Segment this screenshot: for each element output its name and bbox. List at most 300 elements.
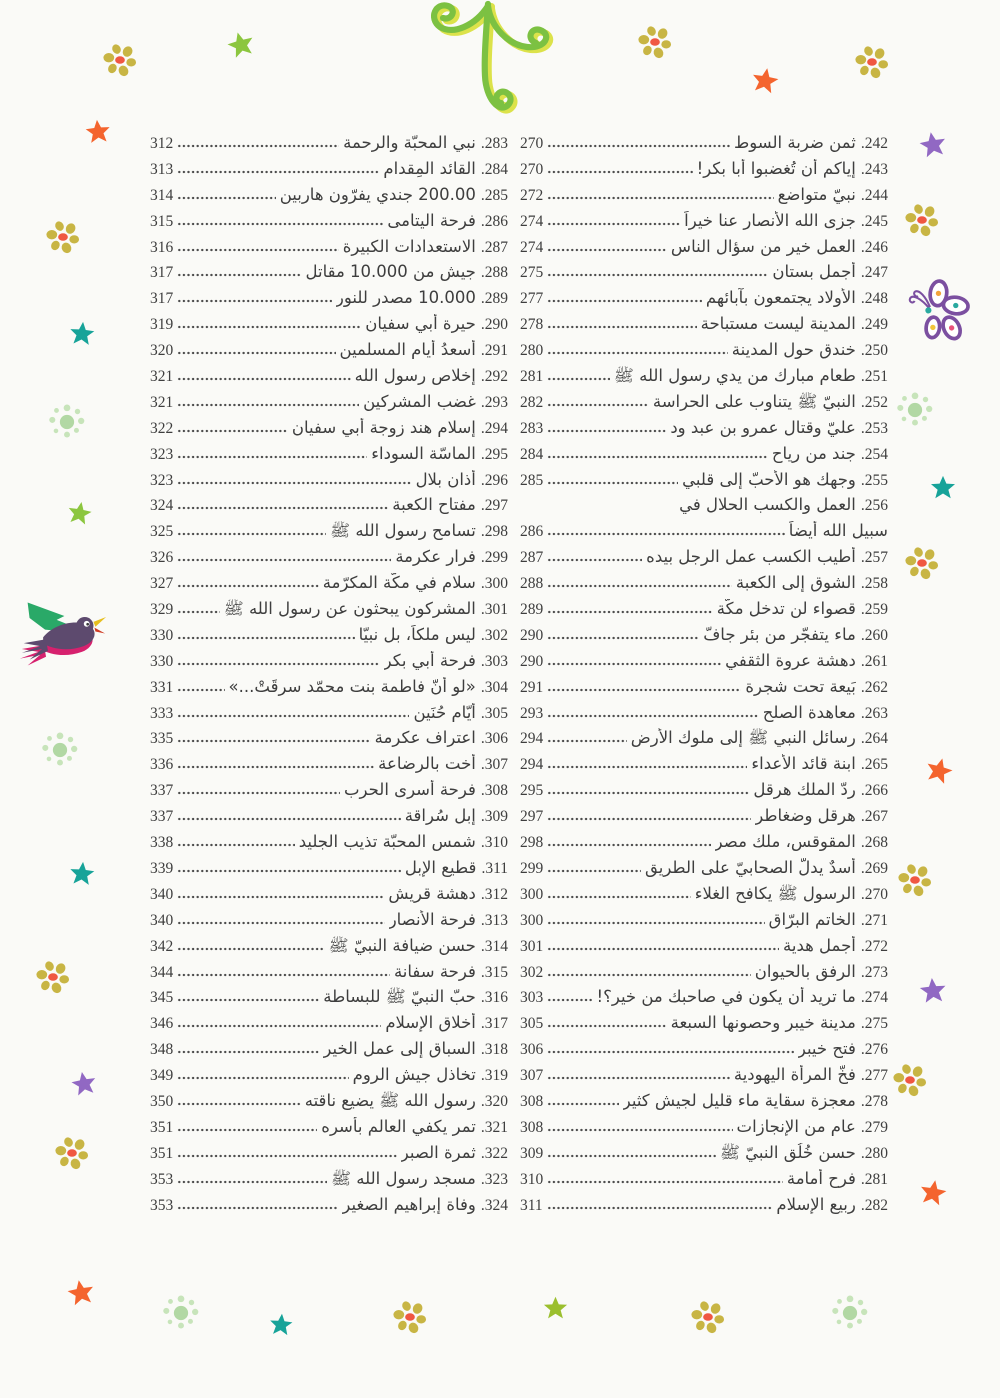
toc-entry [150,314,508,340]
toc-entry-title: وفاة إبراهيم الصغير [342,1194,476,1214]
flower-icon [853,43,891,81]
flower-icon [39,729,81,771]
toc-entry-title: أسعدُ أيام المسلمين [339,340,476,360]
toc-entry-page: 321 [150,368,174,386]
toc-entry-title: حسن ضيافة النبيّ ﷺ [328,935,476,955]
dot-leader [177,522,326,536]
toc-entry [520,884,888,910]
dot-leader [177,678,224,692]
toc-entry-title: جند من رياح [771,443,856,463]
dot-leader [547,315,696,329]
toc-entry [150,936,508,962]
toc-entry-page: 270 [520,135,544,152]
toc-entry [150,1013,508,1039]
toc-entry-number: 292. [480,368,508,386]
toc-entry-title: فرحة الأنصار [388,909,476,929]
toc-entry-title: فتح خيبر [797,1039,856,1059]
toc-entry-number: 247. [860,264,888,282]
toc-entry-number: 267. [860,808,888,826]
toc-entry-number: 318. [480,1041,508,1059]
dot-leader [177,1014,381,1028]
toc-entry [150,495,508,521]
toc-entry-title: أسدٌ يدلّ الصحابيّ على الطريق [644,857,856,877]
toc-entry [520,444,888,470]
toc-entry-page: 272 [520,186,544,204]
toc-entry-title: طعام مبارك من يدي رسول الله ﷺ [613,366,856,386]
dot-leader [177,652,379,666]
toc-entry-number: 274. [860,989,888,1007]
toc-entry-number: 319. [480,1067,508,1085]
toc-entry-title: قصواء لن تدخل مكّة [716,599,856,619]
toc-entry [150,288,508,314]
toc-entry-number: 251. [860,368,888,386]
toc-entry-page: 274 [520,238,544,256]
star-icon [268,1312,294,1338]
toc-entry-page: 342 [150,937,174,955]
dot-leader [547,807,751,821]
toc-entry [150,470,508,496]
toc-entry [520,806,888,832]
toc-entry-number: 293. [480,393,508,411]
toc-entry-title: نبيّ متواضع [777,184,856,204]
toc-column-right [520,133,888,1220]
toc-entry-title: إبل سُراقة [404,806,476,826]
dot-leader [547,1014,666,1028]
toc-entry-title: القائد المِقدام [383,158,476,178]
toc-entry-title: ثمن ضربة السوط [734,133,856,152]
toc-entry-page: 299 [520,859,544,877]
toc-entry-title: الخاتم البرّاق [768,909,856,929]
toc-entry [520,159,888,185]
toc-entry-number: 299. [480,549,508,567]
toc-entry-page: 317 [150,290,174,308]
dot-leader [547,911,764,925]
toc-entry-number: 279. [860,1118,888,1136]
toc-entry-number: 244. [860,186,888,204]
toc-entry [520,1065,888,1091]
toc-entry [520,1039,888,1065]
toc-entry-title: سلام في مكّة المكرّمة [322,573,476,593]
toc-entry-page: 300 [520,885,544,903]
toc-entry-title: أجمل بستان [772,262,856,282]
toc-entry [520,1169,888,1195]
toc-entry-number: 320. [480,1092,508,1110]
toc-entry-page: 337 [150,808,174,826]
toc-entry-title: حسن خُلُق النبيّ ﷺ [719,1142,856,1162]
toc-entry-number: 263. [860,704,888,722]
dot-leader [547,471,678,485]
dot-leader [547,755,747,769]
toc-entry-number: 273. [860,963,888,981]
toc-entry-number: 311. [481,859,508,877]
dot-leader [547,574,732,588]
toc-entry-title: ماء يتفجّر من بئر جافّ [703,624,856,644]
toc-entry-title: ربيع الإسلام [776,1194,856,1214]
toc-entry-page: 316 [150,238,174,256]
toc-entry-title: تمر يكفي العالم بأسره [321,1116,476,1136]
toc-entry [150,573,508,599]
toc-entry-title: إياكم أن تُغضبوا أبا بكر! [696,158,856,178]
dot-leader [547,186,773,200]
toc-entry [520,651,888,677]
dot-leader [177,574,319,588]
toc-entry-number: 288. [480,264,508,282]
flower-icon [829,1292,871,1334]
toc-entry-number: 246. [860,238,888,256]
flower-icon [34,958,72,996]
star-icon [750,66,780,96]
dot-leader [177,1170,327,1184]
toc-entry-number: 302. [480,626,508,644]
toc-entry-page: 323 [150,445,174,463]
toc-entry-number: 303. [480,652,508,670]
dot-leader [177,1196,338,1210]
toc-entry-title: فرار عكرمة [395,547,476,567]
toc-entry-title: أذان بلال [415,469,476,489]
toc-entry-page: 325 [150,523,174,541]
toc-entry-number: 249. [860,316,888,334]
toc-entry-number: 266. [860,782,888,800]
toc-column-left [150,133,508,1220]
dot-leader [177,781,340,795]
toc-entry [520,340,888,366]
toc-entry-page: 309 [520,1144,544,1162]
dot-leader [177,704,409,718]
toc-entry-page: 323 [150,471,174,489]
toc-entry-title: ابنة قائد الأعداء [751,754,856,774]
dot-leader [547,1144,716,1158]
toc-entry [520,521,888,547]
toc-entry-number: 281. [860,1170,888,1188]
star-icon [226,30,256,60]
dot-leader [177,1092,300,1106]
toc-entry-page: 298 [520,834,544,852]
dot-leader [547,160,692,174]
toc-entry [150,1091,508,1117]
toc-entry-number: 290. [480,316,508,334]
toc-entry-page: 291 [520,678,544,696]
toc-entry-title: هرقل وضغاطر [755,806,856,826]
toc-entry [520,962,888,988]
toc-entry-title: معجزة سقاية ماء قليل لجيش كثير [622,1090,856,1110]
toc-entry-title: فرحة سفانة [393,961,476,981]
toc-entry-title: حبّ النبيّ ﷺ للبساطة [323,987,476,1007]
toc-entry [520,1117,888,1143]
toc-entry [150,780,508,806]
toc-entry-title: شمس المحبّة تذيب الجليد [298,832,476,852]
toc-entry [150,133,508,159]
star-icon [542,1295,569,1322]
star-icon [918,130,948,160]
toc-entry-number: 313. [480,911,508,929]
toc-entry-number: 317. [480,1015,508,1033]
toc-entry-page: 307 [520,1067,544,1085]
toc-entry-number: 324. [480,1196,508,1214]
toc-entry-number: 258. [860,575,888,593]
toc-entry-title: خندق حول المدينة [731,340,856,360]
toc-entry-title: فخّ المرأة اليهودية [733,1065,856,1085]
dot-leader [177,445,367,459]
toc-entry-number: 278. [860,1092,888,1110]
star-icon [66,500,93,527]
flower-icon [903,201,941,239]
toc-entry-title: الرسول ﷺ يكافح الغلاء [694,883,856,903]
toc-entry-page: 333 [150,704,174,722]
toc-entry-title: أيّام حُنَين [413,702,476,722]
toc-entry-number: 315. [480,963,508,981]
toc-entry [520,858,888,884]
toc-entry-title: أخلاق الإسلام [385,1013,476,1033]
star-icon [918,1178,948,1208]
toc-entry-page: 353 [150,1196,174,1214]
toc-entry [150,1169,508,1195]
toc-entry-number: 321. [480,1118,508,1136]
toc-entry-page: 317 [150,264,174,282]
toc-entry-page: 322 [150,419,174,437]
toc-entry-title: العمل والكسب الحلال في [679,495,856,515]
toc-entry-number: 264. [860,730,888,748]
toc-entry-number: 252. [860,393,888,411]
toc-entry-page: 320 [150,342,174,360]
toc-entry-number: 297. [480,497,508,515]
toc-entry-title: 200.00 جندي يفرّون هاربين [279,184,476,204]
toc-entry-page: 294 [520,730,544,748]
dot-leader [177,1144,396,1158]
dot-leader [547,445,768,459]
toc-entry [520,599,888,625]
dot-leader [547,367,610,381]
toc-entry-title: غضب المشركين [363,391,476,411]
toc-entry-number: 277. [860,1067,888,1085]
toc-entry-page: 331 [150,678,174,696]
toc-entry [150,159,508,185]
toc-entry [150,1143,508,1169]
toc-entry-page: 312 [150,135,174,152]
toc-entry-title: ثمرة الصبر [400,1142,476,1162]
toc-entry-page: 335 [150,730,174,748]
dot-leader [547,626,699,640]
flower-icon [903,544,941,582]
dot-leader [547,238,667,252]
toc-entry-title: تسامح رسول الله ﷺ [330,521,476,541]
toc-entry [150,625,508,651]
toc-entry-number: 243. [860,160,888,178]
toc-entry-number: 260. [860,626,888,644]
toc-entry [150,754,508,780]
toc-entry-page: 300 [520,911,544,929]
dot-leader [547,1118,732,1132]
toc-entry [520,987,888,1013]
toc-entry-page: 350 [150,1092,174,1110]
toc-entry [520,936,888,962]
toc-entry-number: 294. [480,419,508,437]
dot-leader [547,885,690,899]
toc-entry-title: الاستعدادات الكبيرة [342,236,476,256]
toc-entry-page: 340 [150,885,174,903]
flower-icon [44,218,82,256]
dot-leader [547,859,641,873]
toc-entry-title: العمل خير من سؤال الناس [670,236,856,256]
toc-entry [150,858,508,884]
toc-entry [520,754,888,780]
toc-entry-page: 351 [150,1144,174,1162]
toc-entry-page: 280 [520,342,544,360]
toc-entry-page: 313 [150,160,174,178]
toc-entry-title: قطيع الإبل [404,857,477,877]
dot-leader [547,289,702,303]
dot-leader [177,496,388,510]
toc-entry-number: 261. [860,652,888,670]
toc-entry-number: 245. [860,212,888,230]
star-icon [84,118,112,146]
toc-entry-number: 272. [860,937,888,955]
toc-entry-page: 281 [520,368,544,386]
toc-entry-page: 351 [150,1118,174,1136]
dot-leader [177,1040,319,1054]
toc-entry [520,780,888,806]
dot-leader [177,393,359,407]
dot-leader [177,755,374,769]
toc-entry-number: 262. [860,678,888,696]
toc-entry-page: 289 [520,601,544,619]
dot-leader [177,289,332,303]
dot-leader [547,548,642,562]
toc-entry-page: 295 [520,782,544,800]
toc-entry-page: 344 [150,963,174,981]
toc-entry-number: 276. [860,1041,888,1059]
dot-leader [547,419,666,433]
toc-entry [150,237,508,263]
toc-entry-page: 329 [150,601,174,619]
toc-entry [520,677,888,703]
toc-entry-title: معاهدة الصلح [762,702,856,722]
toc-entry [150,547,508,573]
toc-entry-page: 302 [520,963,544,981]
dot-leader [177,548,391,562]
dot-leader [547,704,759,718]
dot-leader [547,1196,773,1210]
toc-entry-title: الشوق إلى الكعبة [735,573,856,593]
toc-entry-title: فرحة أسرى الحرب [344,780,476,800]
toc-entry-page: 305 [520,1015,544,1033]
swirl-ornament [393,0,571,128]
toc-entry-page: 319 [150,316,174,334]
toc-entry-page: 278 [520,316,544,334]
toc-entry-number: 254. [860,445,888,463]
dot-leader [177,471,411,485]
dot-leader [177,988,319,1002]
toc-entry-title: فرح أمامة [786,1168,856,1188]
toc-entry-title: 10.000 مصدر للنور [335,288,476,308]
toc-entry-title: مدينة خيبر وحصونها السبعة [670,1013,856,1033]
toc-entry [150,987,508,1013]
toc-entry-page: 308 [520,1118,544,1136]
toc-entry [150,806,508,832]
dot-leader [177,600,220,614]
dot-leader [177,833,294,847]
dot-leader [547,678,741,692]
toc-entry [150,728,508,754]
toc-entry-page: 283 [520,419,544,437]
toc-entry-title: فرحة اليتامى [387,210,476,230]
toc-entry-number: 271. [860,911,888,929]
toc-entry-title: تخاذل جيش الروم [352,1065,476,1085]
toc-entry [520,288,888,314]
toc-entry-page: 336 [150,756,174,774]
toc-entry [520,1195,888,1221]
toc-entry-number: 309. [480,808,508,826]
star-icon [70,1070,98,1098]
toc-entry-page: 290 [520,652,544,670]
toc-entry-title: الماسّة السوداء [371,443,476,463]
flower-icon [896,861,934,899]
toc-entry-page: 277 [520,290,544,308]
toc-entry-number: 255. [860,471,888,489]
flower-icon [53,1134,91,1172]
dot-leader [547,1040,794,1054]
toc-entry [520,470,888,496]
toc-entry-page: 284 [520,445,544,463]
toc-entry-page: 290 [520,626,544,644]
toc-entry-number: 306. [480,730,508,748]
dot-leader [177,315,361,329]
toc-entry [150,392,508,418]
toc-entry [520,910,888,936]
toc-entry-title: عليّ وقتال عمرو بن عبد ود [670,417,856,437]
toc-entry-title: أطيب الكسب عمل الرجل بيده [646,547,856,567]
toc-entry-page: 349 [150,1067,174,1085]
toc-entry-page: 346 [150,1015,174,1033]
toc-entry-number: 265. [860,756,888,774]
toc-entry-title: مسجد رسول الله ﷺ [331,1168,476,1188]
toc-entry [520,262,888,288]
toc-entry-title: جزى الله الأنصار عنا خيراً [684,210,856,230]
toc-entry-page: 287 [520,549,544,567]
toc-entry-title: إسلام هند زوجة أبي سفيان [291,417,476,437]
star-icon [66,1278,96,1308]
dot-leader [547,341,728,355]
toc-entry [150,521,508,547]
toc-entry-title: السباق إلى عمل الخير [323,1039,476,1059]
toc-entry-title: فرحة أبي بكر [383,650,476,670]
butterfly-icon [903,276,975,348]
dot-leader [177,859,401,873]
flower-icon [46,401,88,443]
toc-entry-title: رسائل النبي ﷺ إلى ملوك الأرض [630,728,856,748]
dot-leader [177,160,379,174]
toc-entry-page: 270 [520,160,544,178]
toc-entry [520,1013,888,1039]
toc-entry-title: الأولاد يجتمعون بآبائهم [705,288,856,308]
dot-leader [547,1092,619,1106]
toc-entry [150,1039,508,1065]
toc-entry-number: 286. [480,212,508,230]
toc-entry [150,910,508,936]
toc-entry [520,366,888,392]
toc-entry-page: 326 [150,549,174,567]
toc-entry-number: 310. [480,834,508,852]
dot-leader [177,1066,348,1080]
dot-leader [177,186,275,200]
flower-icon [160,1292,202,1334]
flower-icon [689,1298,727,1336]
toc-entry-title: وجهك هو الأحبّ إلى قلبي [682,469,856,489]
toc-entry-page: 310 [520,1170,544,1188]
toc-entry-number: 256. [860,497,888,515]
toc-entry-page: 274 [520,212,544,230]
dot-leader [547,134,730,148]
toc-entry [150,1065,508,1091]
